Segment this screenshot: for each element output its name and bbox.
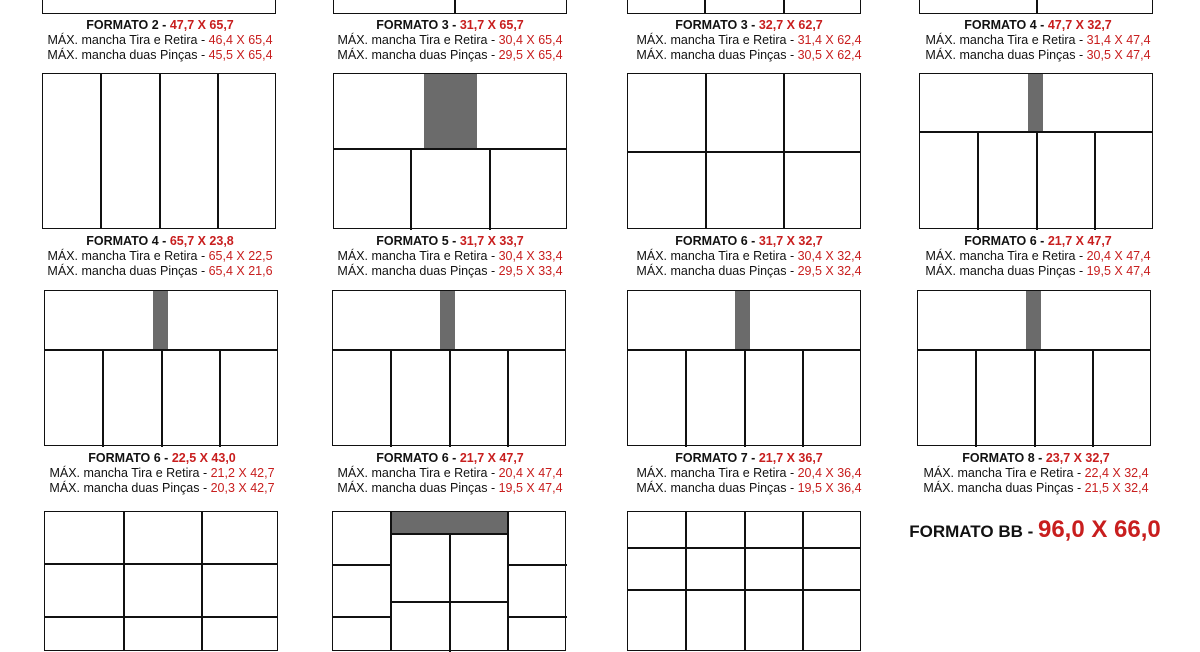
caption-12: FORMATO 8 - 23,7 X 32,7 MÁX. mancha Tira e Retira - 22,4 X 32,4 MÁX. mancha duas Pinças - 21,5 X 32,4 [923,451,1149,495]
caption-3: FORMATO 3 - 32,7 X 62,7 MÁX. mancha Tira e Retira - 31,4 X 62,4 MÁX. mancha duas Pinças - 30,5 X 62,4 [636,18,862,62]
sheet-formato-6-c [44,290,278,446]
sheet-top-4 [919,0,1153,14]
gripper-block [1028,74,1043,131]
gripper-block [424,74,477,148]
sheet-formato-6-a [627,73,861,229]
sheet-bottom-3 [627,511,861,651]
sheet-formato-6-b [919,73,1153,229]
sheet-top-3 [627,0,861,14]
caption-6: FORMATO 5 - 31,7 X 33,7 MÁX. mancha Tira e Retira - 30,4 X 33,4 MÁX. mancha duas Pinças - 29,5 X 33,4 [337,234,563,278]
caption-10: FORMATO 6 - 21,7 X 47,7 MÁX. mancha Tira e Retira - 20,4 X 47,4 MÁX. mancha duas Pinças - 19,5 X 47,4 [337,451,563,495]
sheet-formato-4-vertical [42,73,276,229]
formato-bb-value: 96,0 X 66,0 [1037,516,1161,543]
caption-11: FORMATO 7 - 21,7 X 36,7 MÁX. mancha Tira e Retira - 20,4 X 36,4 MÁX. mancha duas Pinças - 19,5 X 36,4 [636,451,862,495]
sheet-formato-6-d [332,290,566,446]
gripper-block [1026,291,1041,349]
formato-bb-label: FORMATO BB - 96,0 X 66,0 [909,516,1161,543]
sheet-bottom-2 [332,511,566,651]
sheet-top-2 [333,0,567,14]
caption-5: FORMATO 4 - 65,7 X 23,8 MÁX. mancha Tira e Retira - 65,4 X 22,5 MÁX. mancha duas Pinças - 65,4 X 21,6 [47,234,273,278]
gripper-block [735,291,750,349]
caption-9: FORMATO 6 - 22,5 X 43,0 MÁX. mancha Tira e Retira - 21,2 X 42,7 MÁX. mancha duas Pinças - 20,3 X 42,7 [49,451,275,495]
gripper-block [440,291,455,349]
sheet-top-1 [42,0,276,14]
gripper-block [390,512,507,533]
caption-7: FORMATO 6 - 31,7 X 32,7 MÁX. mancha Tira e Retira - 30,4 X 32,4 MÁX. mancha duas Pinças - 29,5 X 32,4 [636,234,862,278]
sheet-formato-8 [917,290,1151,446]
sheet-formato-5 [333,73,567,229]
caption-1: FORMATO 2 - 47,7 X 65,7 MÁX. mancha Tira e Retira - 46,4 X 65,4 MÁX. mancha duas Pinças - 45,5 X 65,4 [47,18,273,62]
caption-4: FORMATO 4 - 47,7 X 32,7 MÁX. mancha Tira e Retira - 31,4 X 47,4 MÁX. mancha duas Pinças - 30,5 X 47,4 [925,18,1151,62]
gripper-block [153,291,168,349]
sheet-formato-7 [627,290,861,446]
caption-2: FORMATO 3 - 31,7 X 65,7 MÁX. mancha Tira e Retira - 30,4 X 65,4 MÁX. mancha duas Pinças - 29,5 X 65,4 [337,18,563,62]
sheet-bottom-1 [44,511,278,651]
caption-8: FORMATO 6 - 21,7 X 47,7 MÁX. mancha Tira e Retira - 20,4 X 47,4 MÁX. mancha duas Pinças - 19,5 X 47,4 [925,234,1151,278]
